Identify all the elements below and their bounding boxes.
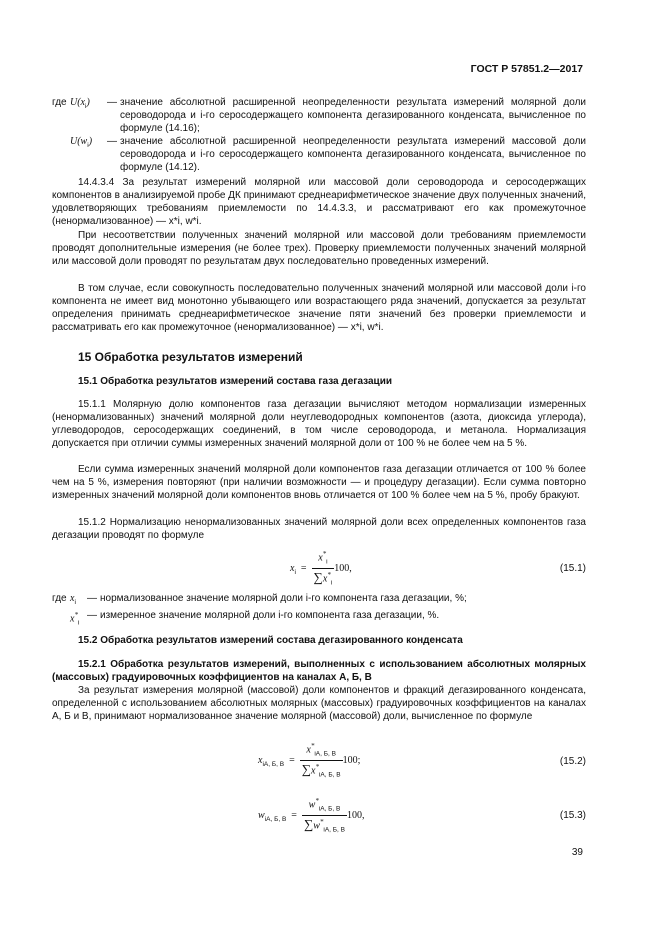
page-number: 39: [571, 847, 583, 858]
def-dash: —: [107, 97, 117, 108]
paragraph-sum-check: Если сумма измеренных значений молярной доли компонентов газа дегазации отличается от 100 % более чем на 5 %, измерения повторяют (при наличии возможности — и процедуру дегазации). Если сумма повторно измеренных значений молярной доли компонентов вновь отличается от 100 % более чем на 5 %, пробу бракуют.: [52, 464, 586, 501]
section-15-1-title: 15.1 Обработка результатов измерений состава газа дегазации: [78, 376, 392, 387]
def-dash: —: [87, 593, 97, 604]
def-symbol: $x_i$: [70, 593, 76, 606]
definitions-uncertainty: [52, 96, 586, 174]
section-15-title: 15 Обработка результатов измерений: [78, 350, 303, 364]
paragraph-15-1-2: 15.1.2 Нормализацию ненормализованных значений молярной доли всех определенных компонентов газа дегазации проводят по формуле: [52, 517, 586, 541]
def-symbol: $U(w_i)$: [70, 136, 93, 149]
def-text: нормализованное значение молярной доли i-го компонента газа дегазации, %;: [100, 593, 467, 604]
paragraph-monotonic: В том случае, если совокупность последовательно полученных значений молярной или массовой доли i-го компонента не имеет вид монотонно убывающего или возрастающего ряда значений, допускается за результат определения принимать среднеарифметическое значение пяти значений без проверки приемлемости и рассматривать его как промежуточное (ненормализованное) — x*i, w*i.: [52, 283, 586, 333]
paragraph-15-1-1: 15.1.1 Молярную долю компонентов газа дегазации вычисляют методом нормализации измеренных (ненормализованных) значений молярной доли неуглеводородных компонентов (азота, диоксида углерода), углеводородов, серосодержащих соединений, в том числе сероводорода, и метанола. Нормализация допускается при отличии суммы измеренных значений молярной доли от 100 % не более чем на 5 %.: [52, 399, 586, 449]
eq-fraction: $\frac{x^*_i}{\sum x^*_i}$: [313, 550, 333, 587]
def-lead: где: [52, 593, 67, 604]
def-text: значение абсолютной расширенной неопределенности результата измерений молярной доли сероводорода и i-го серосодержащего компонента дегазированного конденсата, вычисленное по формуле (14.16);: [120, 97, 586, 134]
definition-row: [52, 609, 586, 629]
paragraph-normalized-value: За результат измерения молярной (массовой) доли компонентов и фракций дегазированного конденсата, определенной с использованием абсолютных молярных (массовых) градуировочных коэффициентов на каналах А, Б и В, принимают нормализованное значение молярной (массовой) доли, вычисленное по формуле: [52, 685, 586, 722]
definitions-normalized: [52, 592, 586, 629]
def-lead: [52, 135, 70, 174]
def-dash: —: [87, 610, 97, 621]
def-lead: где: [52, 97, 67, 108]
def-dash: —: [107, 136, 117, 147]
equation-number-15-2: (15.2): [559, 756, 586, 767]
def-symbol: $U(x_i)$: [70, 97, 90, 110]
eq-lhs: $x_{iА, Б, В}$: [258, 755, 285, 769]
paragraph-additional-measurements: При несоответствии полученных значений молярной или массовой доли требованиям приемлемости проводят дополнительные измерения (не более трех). Проверку приемлемости полученных значений молярной или массовой доли проводят по результатам двух последовательно проведенных измерений.: [52, 230, 586, 267]
equation-number-15-1: (15.1): [559, 563, 586, 574]
equation-number-15-3: (15.3): [559, 810, 586, 821]
def-text: значение абсолютной расширенной неопределенности результата измерений массовой доли сероводорода и i-го серосодержащего компонента дегазированного конденсата, вычисленное по формуле (14.12).: [120, 136, 586, 173]
formula-15-2: $x_{iА, Б, В}$ = $\frac{x^*_{iА, Б, В}}{\sum x^*_{iА, Б, В}}$ 100;: [258, 740, 360, 782]
def-symbol: $x^*_i$: [70, 611, 80, 627]
eq-lhs: $w_{iА, Б, В}$: [258, 810, 287, 824]
formula-15-1: $x_i$ = $\frac{x^*_i}{\sum x^*_i}$ 100,: [290, 548, 352, 590]
eq-fraction: $\frac{w^*_{iА, Б, В}}{\sum w^*_{iА, Б, В}}$: [303, 797, 346, 834]
section-15-2-title: 15.2 Обработка результатов измерений состава дегазированного конденсата: [78, 635, 463, 646]
definition-row: [52, 96, 586, 135]
eq-fraction: $\frac{x^*_{iА, Б, В}}{\sum x^*_{iА, Б, В}}$: [301, 742, 341, 779]
document-code: ГОСТ Р 57851.2—2017: [470, 63, 583, 75]
section-15-2-1-title: 15.2.1 Обработка результатов измерений, выполненных с использованием абсолютных молярных (массовых) градуировочных коэффициентов на каналах А, Б, В: [52, 659, 586, 683]
definition-row: [52, 592, 586, 609]
eq-lhs: $x_i$: [290, 563, 296, 577]
definition-row: [52, 135, 586, 174]
def-text: измеренное значение молярной доли i-го компонента газа дегазации, %.: [100, 610, 440, 621]
def-lead: [52, 609, 70, 629]
formula-15-3: $w_{iА, Б, В}$ = $\frac{w^*_{iА, Б, В}}{\sum w^*_{iА, Б, В}}$ 100,: [258, 795, 365, 837]
paragraph-14-4-3-4: 14.4.3.4 За результат измерений молярной или массовой доли сероводорода и серосодержащих компонентов в анализируемой пробе ДК принимают среднеарифметическое значение двух полученных значений, удовлетворяющих требованиям приемлемости по 14.4.3.3, и рассматривают его как промежуточное (ненормализованное) — x*i, w*i.: [52, 177, 586, 227]
